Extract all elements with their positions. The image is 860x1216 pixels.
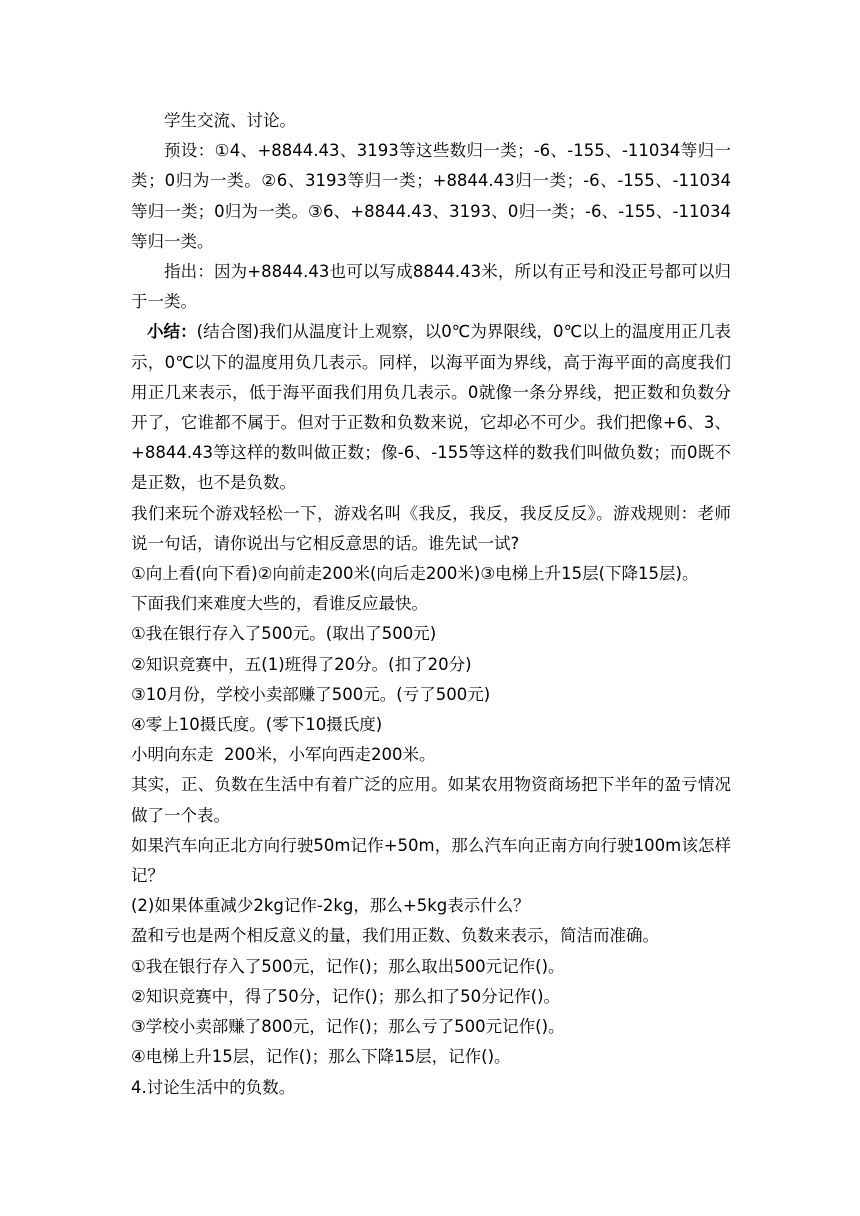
paragraph-car: 如果汽车向正北方向行驶50m记作+50m，那么汽车向正南方向行驶100m该怎样记？ [131, 835, 731, 886]
paragraph-profit: 盈和亏也是两个相反意义的量，我们用正数、负数来表示，简洁而准确。 [131, 926, 659, 946]
paragraph-summary [131, 317, 731, 498]
summary-text: (结合图)我们从温度计上观察，以0℃为界限线，0℃以上的温度用正几表示，0℃以下的温度用负几表示。同样，以海平面为界线，高于海平面的高度我们用正几来表示，低于海平面我们用负几表示。0就像一条分界线，把正数和负数分开了，它谁都不属于。但对于正数和负数来说，它却必不可少。我们把像+6、3、+8844.43等这样的数叫做正数；像-6、-155等这样的数我们叫做负数；而0既不是正数，也不是负数。 [131, 322, 732, 493]
paragraph-discussion: 学生交流、讨论。 [164, 111, 296, 130]
list-item: ②知识竞赛中，得了50分，记作()；那么扣了50分记作()。 [131, 986, 561, 1006]
list-item: ①我在银行存入了500元，记作()；那么取出500元记作()。 [131, 956, 565, 976]
paragraph-discuss: 4.讨论生活中的负数。 [131, 1077, 296, 1097]
paragraph-actual: 其实，正、负数在生活中有着广泛的应用。如某农用物资商场把下半年的盈亏情况做了一个表。 [131, 775, 731, 825]
paragraph-game-items: ①向上看(向下看)②向前走200米(向后走200米)③电梯上升15层(下降15层)。 [131, 564, 699, 584]
paragraph-preset: 预设：①4、+8844.43、3193等这些数归一类；-6、-155、-11034等归一类；0归为一类。②6、3193等归一类；+8844.43归一类；-6、-155、-11034等归一类；0归为一类。③6、+8844.43、3193、0归一类；-6、-155、-11034等归一类。 [131, 141, 731, 251]
document-body [131, 106, 731, 1103]
paragraph-point-out: 指出：因为+8844.43也可以写成8844.43米，所以有正号和没正号都可以归于一类。 [131, 262, 731, 312]
list-item: ③学校小卖部赚了800元，记作()；那么亏了500元记作()。 [131, 1017, 565, 1037]
list-item: ③10月份，学校小卖部赚了500元。(亏了500元) [131, 684, 491, 704]
list-item: ②知识竞赛中，五(1)班得了20分。(扣了20分) [131, 654, 472, 674]
list-item: ④电梯上升15层，记作()；那么下降15层，记作()。 [131, 1047, 511, 1067]
paragraph-weight: (2)如果体重减少2kg记作-2kg，那么+5kg表示什么？ [131, 896, 530, 916]
paragraph-harder: 下面我们来难度大些的，看谁反应最快。 [131, 594, 428, 614]
list-item: ④零上10摄氏度。(零下10摄氏度) [131, 715, 383, 735]
paragraph-game: 我们来玩个游戏轻松一下，游戏名叫《我反，我反，我反反反》。游戏规则：老师说一句话，请你说出与它相反意思的话。谁先试一试? [131, 503, 731, 553]
list-item: ①我在银行存入了500元。(取出了500元) [131, 624, 437, 644]
paragraph-walk: 小明向东走 200米，小军向西走200米。 [131, 745, 436, 765]
summary-label: 小结： [147, 322, 197, 342]
